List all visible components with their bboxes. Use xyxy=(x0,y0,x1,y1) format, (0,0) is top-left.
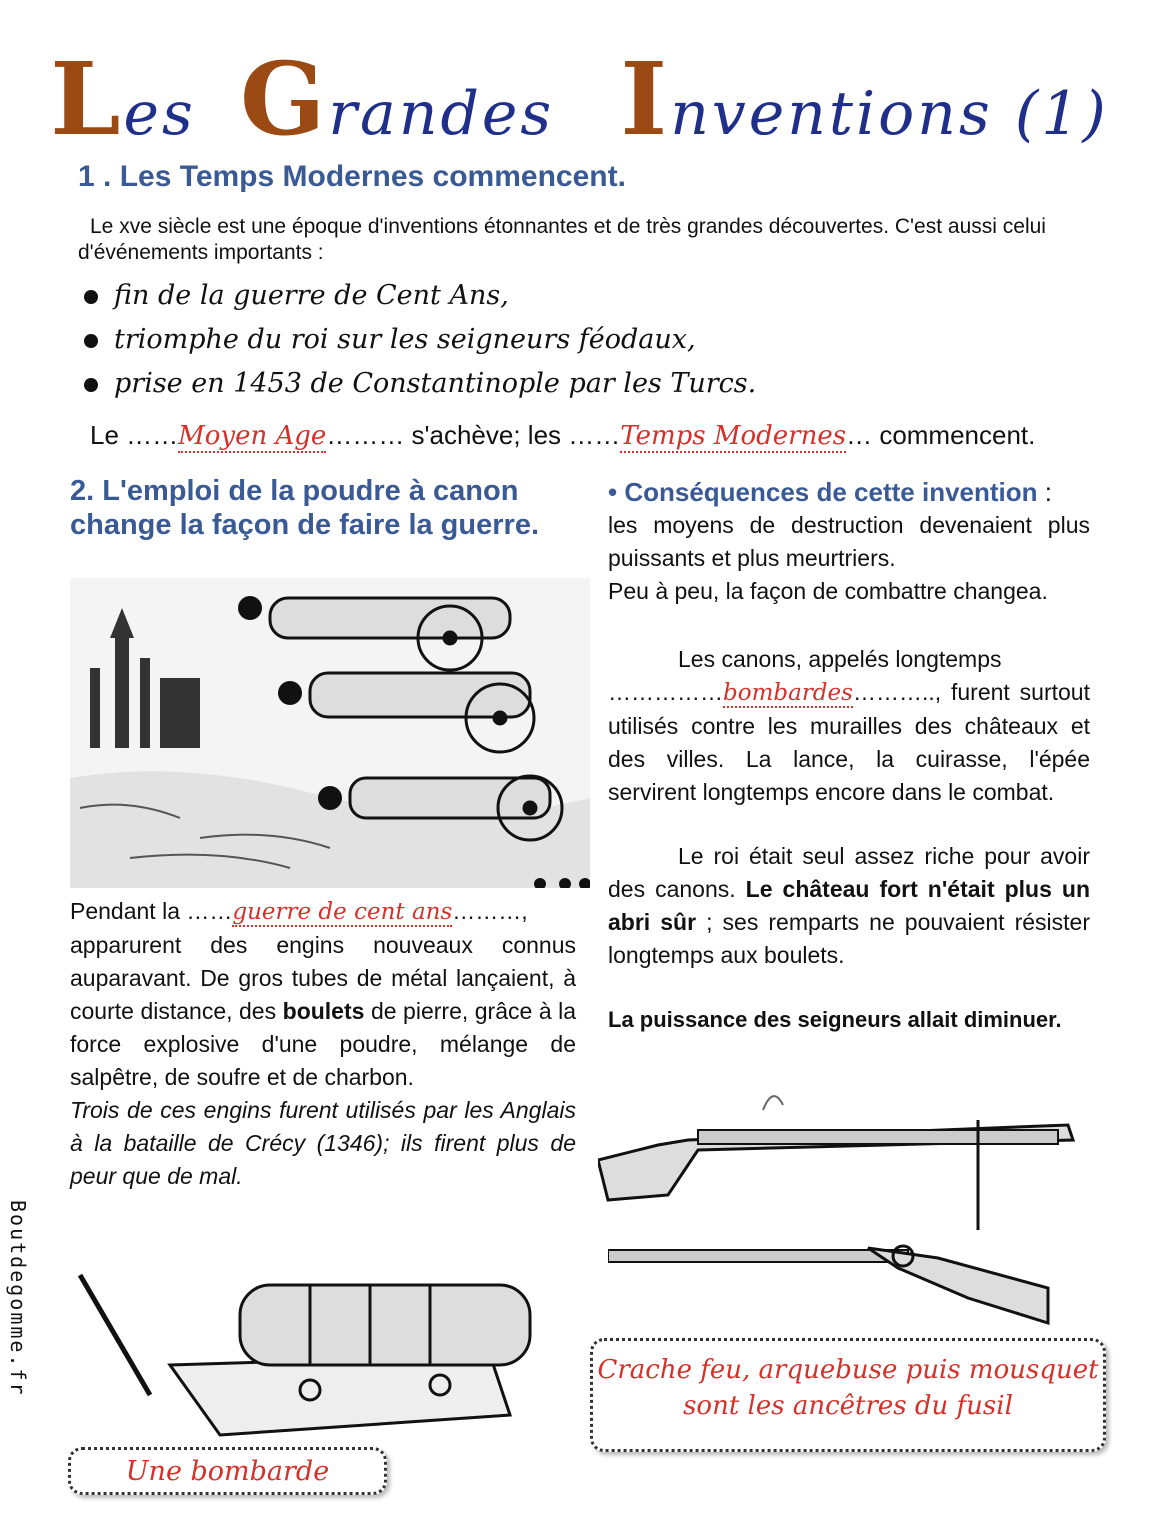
fill-sentence: Le ……Moyen Age……… s'achève; les ……Temps Modernes… commencent. xyxy=(90,420,1036,451)
section1-intro: Le xve siècle est une époque d'inventions étonnantes et de très grandes découvertes. C'est aussi celui d'événements importants : xyxy=(78,215,1046,264)
answer-moyen-age: Moyen Age xyxy=(178,421,327,451)
consequences-block: • Conséquences de cette invention : les moyens de destruction devenaient plus puissants et plus meurtriers. Peu à peu, la façon de combattre changea. xyxy=(608,477,1090,604)
roi-paragraph: Le roi était seul assez riche pour avoir des canons. Le château fort n'était plus un abri sûr ; ses remparts ne pouvaient résister longtemps aux boulets. xyxy=(608,843,1090,968)
answer-bombardes: bombardes xyxy=(723,680,853,706)
bombarde-caption: Une bombarde xyxy=(125,1456,330,1487)
crecy-note: Trois de ces engins furent utilisés par les Anglais à la bataille de Crécy (1346); ils firent plus de peur que de mal. xyxy=(70,1097,576,1189)
consequences-title: • Conséquences de cette invention xyxy=(608,477,1038,507)
bullet-item: prise en 1453 de Constantinople par les Turcs. xyxy=(84,368,756,399)
final-statement: La puissance des seigneurs allait diminuer. xyxy=(608,1007,1062,1032)
bullet-item: triomphe du roi sur les seigneurs féodaux, xyxy=(84,324,696,355)
canons-paragraph: Les canons, appelés longtemps ……………bombardes……….., furent surtout utilisés contre les murailles des châteaux et des villes. La lance, la cuirasse, l'épée servirent longtemps encore dans le combat. xyxy=(608,646,1090,805)
answer-guerre-cent-ans: guerre de cent ans xyxy=(232,899,453,925)
musket-engraving xyxy=(608,1238,1053,1333)
bombarde-engraving xyxy=(70,1255,560,1445)
arquebus-engraving xyxy=(598,1080,1078,1230)
answer-temps-modernes: Temps Modernes xyxy=(620,421,847,451)
fusil-caption-line1: Crache feu, arquebuse puis mousquet xyxy=(597,1355,1099,1385)
site-watermark: Boutdegomme.fr xyxy=(6,1200,30,1397)
fusil-caption-box xyxy=(590,1338,1106,1452)
fusil-caption-line2: sont les ancêtres du fusil xyxy=(683,1391,1013,1421)
bullet-item: fin de la guerre de Cent Ans, xyxy=(84,280,509,311)
section2-heading: 2. L'emploi de la poudre à canon change la façon de faire la guerre. xyxy=(70,475,539,541)
section2-body: Pendant la ……guerre de cent ans………, apparurent des engins nouveaux connus auparavant. De gros tubes de métal lançaient, à courte distance, des boulets de pierre, grâce à la force explosive d'une poudre, mélange de salpêtre, de soufre et de charbon. Trois de ces engins furent utilisés par les Anglais à la bataille de Crécy (1346); ils firent plus de peur que de mal. xyxy=(70,895,576,1193)
page-title: Les Grandes Inventions (1) xyxy=(50,40,1109,158)
section1-heading: 1 . Les Temps Modernes commencent. xyxy=(78,160,626,193)
cannons-engraving xyxy=(70,578,590,888)
bombarde-caption-box xyxy=(68,1447,387,1495)
